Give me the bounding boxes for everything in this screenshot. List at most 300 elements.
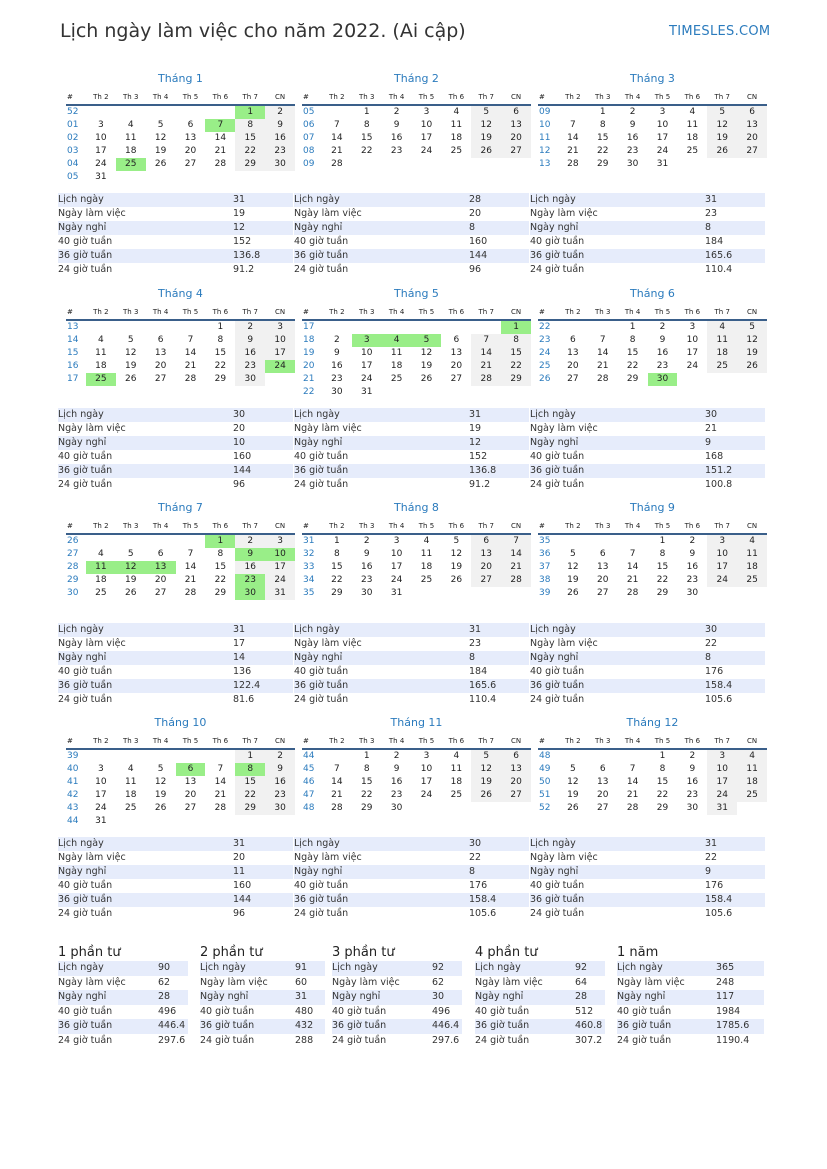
day-cell[interactable]: 7 — [501, 535, 531, 548]
day-cell[interactable]: 20 — [501, 132, 531, 145]
day-cell[interactable]: 9 — [689, 549, 696, 559]
day-cell[interactable]: 8 — [217, 549, 224, 559]
day-cell[interactable]: 22 — [656, 575, 669, 585]
day-cell[interactable]: 5 — [127, 335, 134, 345]
day-cell[interactable]: 18 — [95, 361, 107, 371]
day-cell[interactable]: 21 — [471, 360, 501, 373]
day-cell[interactable]: 7 — [187, 549, 194, 559]
day-cell[interactable]: 13 — [146, 561, 176, 574]
day-cell[interactable]: 7 — [205, 119, 235, 132]
day-cell[interactable]: 4 — [737, 535, 767, 548]
day-cell[interactable]: 4 — [453, 751, 460, 761]
day-cell[interactable]: 1 — [333, 536, 340, 546]
day-cell[interactable]: 23 — [235, 574, 265, 587]
day-cell[interactable]: 12 — [471, 119, 501, 132]
day-cell[interactable]: 23 — [331, 374, 343, 384]
day-cell[interactable]: 13 — [597, 562, 609, 572]
day-cell[interactable]: 29 — [214, 374, 227, 384]
day-cell[interactable]: 11 — [737, 763, 767, 776]
day-cell[interactable]: 6 — [599, 764, 606, 774]
day-cell[interactable]: 19 — [154, 146, 167, 156]
day-cell[interactable]: 28 — [626, 803, 639, 813]
day-cell[interactable]: 26 — [737, 360, 767, 373]
day-cell[interactable]: 14 — [331, 777, 343, 787]
day-cell[interactable]: 17 — [420, 133, 433, 143]
day-cell[interactable]: 15 — [597, 133, 609, 143]
day-cell[interactable]: 19 — [125, 575, 137, 585]
day-cell[interactable]: 12 — [567, 777, 579, 787]
day-cell[interactable]: 2 — [235, 535, 265, 548]
day-cell[interactable]: 4 — [453, 107, 460, 117]
day-cell[interactable]: 17 — [656, 133, 669, 143]
day-cell[interactable]: 28 — [184, 588, 197, 598]
day-cell[interactable]: 25 — [390, 374, 403, 384]
day-cell[interactable]: 13 — [501, 763, 531, 776]
day-cell[interactable]: 26 — [125, 588, 137, 598]
day-cell[interactable]: 29 — [656, 588, 669, 598]
day-cell[interactable]: 22 — [501, 360, 531, 373]
day-cell[interactable]: 11 — [125, 133, 137, 143]
day-cell[interactable]: 24 — [390, 575, 403, 585]
day-cell[interactable]: 1 — [659, 536, 666, 546]
day-cell[interactable]: 1 — [205, 535, 235, 548]
day-cell[interactable]: 23 — [361, 575, 373, 585]
day-cell[interactable]: 10 — [420, 764, 433, 774]
day-cell[interactable]: 6 — [501, 106, 531, 119]
day-cell[interactable]: 3 — [689, 322, 696, 332]
day-cell[interactable]: 9 — [363, 549, 370, 559]
day-cell[interactable]: 25 — [737, 789, 767, 802]
day-cell[interactable]: 30 — [390, 803, 403, 813]
day-cell[interactable]: 28 — [597, 374, 609, 384]
day-cell[interactable]: 14 — [471, 347, 501, 360]
day-cell[interactable]: 27 — [471, 574, 501, 587]
day-cell[interactable]: 31 — [265, 587, 295, 600]
day-cell[interactable]: 24 — [95, 803, 107, 813]
day-cell[interactable]: 20 — [471, 561, 501, 574]
day-cell[interactable]: 19 — [420, 361, 433, 371]
day-cell[interactable]: 22 — [331, 575, 343, 585]
day-cell[interactable]: 28 — [626, 588, 639, 598]
day-cell[interactable]: 29 — [597, 159, 609, 169]
day-cell[interactable]: 15 — [361, 777, 373, 787]
day-cell[interactable]: 8 — [333, 549, 340, 559]
day-cell[interactable]: 31 — [95, 172, 107, 182]
day-cell[interactable]: 7 — [471, 334, 501, 347]
day-cell[interactable]: 30 — [331, 387, 343, 397]
day-cell[interactable]: 10 — [686, 335, 699, 345]
day-cell[interactable]: 30 — [265, 802, 295, 815]
day-cell[interactable]: 4 — [423, 536, 430, 546]
day-cell[interactable]: 15 — [214, 562, 227, 572]
day-cell[interactable]: 1 — [235, 106, 265, 119]
day-cell[interactable]: 18 — [737, 561, 767, 574]
day-cell[interactable]: 30 — [686, 803, 699, 813]
day-cell[interactable]: 13 — [450, 348, 463, 358]
day-cell[interactable]: 5 — [157, 120, 164, 130]
day-cell[interactable]: 31 — [656, 159, 669, 169]
day-cell[interactable]: 27 — [154, 374, 167, 384]
day-cell[interactable]: 14 — [567, 133, 579, 143]
day-cell[interactable]: 26 — [154, 159, 167, 169]
day-cell[interactable]: 8 — [235, 119, 265, 132]
day-cell[interactable]: 19 — [471, 132, 501, 145]
day-cell[interactable]: 18 — [686, 133, 699, 143]
day-cell[interactable]: 27 — [597, 803, 609, 813]
day-cell[interactable]: 23 — [656, 361, 669, 371]
day-cell[interactable]: 24 — [361, 374, 373, 384]
day-cell[interactable]: 29 — [214, 588, 227, 598]
day-cell[interactable]: 13 — [184, 777, 197, 787]
day-cell[interactable]: 3 — [423, 751, 430, 761]
day-cell[interactable]: 14 — [501, 548, 531, 561]
day-cell[interactable]: 17 — [95, 790, 107, 800]
day-cell[interactable]: 15 — [626, 348, 639, 358]
day-cell[interactable]: 28 — [331, 803, 343, 813]
day-cell[interactable]: 21 — [597, 361, 609, 371]
day-cell[interactable]: 2 — [393, 107, 400, 117]
day-cell[interactable]: 8 — [235, 763, 265, 776]
day-cell[interactable]: 18 — [420, 562, 433, 572]
day-cell[interactable]: 4 — [97, 335, 104, 345]
day-cell[interactable]: 28 — [567, 159, 579, 169]
day-cell[interactable]: 12 — [707, 119, 737, 132]
day-cell[interactable]: 23 — [626, 146, 639, 156]
day-cell[interactable]: 10 — [95, 777, 107, 787]
day-cell[interactable]: 2 — [689, 536, 696, 546]
day-cell[interactable]: 23 — [265, 145, 295, 158]
day-cell[interactable]: 7 — [187, 335, 194, 345]
day-cell[interactable]: 6 — [187, 120, 194, 130]
day-cell[interactable]: 11 — [95, 348, 107, 358]
day-cell[interactable]: 24 — [95, 159, 107, 169]
day-cell[interactable]: 20 — [597, 575, 609, 585]
day-cell[interactable]: 13 — [737, 119, 767, 132]
day-cell[interactable]: 5 — [737, 321, 767, 334]
day-cell[interactable]: 13 — [597, 777, 609, 787]
day-cell[interactable]: 25 — [707, 360, 737, 373]
day-cell[interactable]: 21 — [331, 790, 343, 800]
day-cell[interactable]: 11 — [125, 777, 137, 787]
day-cell[interactable]: 12 — [737, 334, 767, 347]
day-cell[interactable]: 5 — [127, 549, 134, 559]
day-cell[interactable]: 16 — [235, 347, 265, 360]
day-cell[interactable]: 22 — [214, 361, 227, 371]
day-cell[interactable]: 22 — [361, 146, 373, 156]
day-cell[interactable]: 22 — [235, 145, 265, 158]
day-cell[interactable]: 25 — [686, 146, 699, 156]
day-cell[interactable]: 8 — [659, 549, 666, 559]
day-cell[interactable]: 8 — [629, 335, 636, 345]
day-cell[interactable]: 7 — [217, 764, 224, 774]
day-cell[interactable]: 1 — [501, 321, 531, 334]
day-cell[interactable]: 11 — [86, 561, 116, 574]
day-cell[interactable]: 9 — [689, 764, 696, 774]
day-cell[interactable]: 12 — [567, 562, 579, 572]
day-cell[interactable]: 7 — [599, 335, 606, 345]
day-cell[interactable]: 25 — [420, 575, 433, 585]
day-cell[interactable]: 15 — [656, 562, 669, 572]
day-cell[interactable]: 13 — [501, 119, 531, 132]
day-cell[interactable]: 23 — [235, 360, 265, 373]
day-cell[interactable]: 3 — [97, 764, 104, 774]
day-cell[interactable]: 25 — [86, 373, 116, 386]
day-cell[interactable]: 20 — [450, 361, 463, 371]
day-cell[interactable]: 21 — [626, 575, 639, 585]
day-cell[interactable]: 18 — [390, 361, 403, 371]
day-cell[interactable]: 10 — [707, 763, 737, 776]
day-cell[interactable]: 26 — [567, 803, 579, 813]
day-cell[interactable]: 21 — [626, 790, 639, 800]
day-cell[interactable]: 1 — [363, 107, 370, 117]
day-cell[interactable]: 13 — [471, 548, 501, 561]
day-cell[interactable]: 28 — [331, 159, 343, 169]
day-cell[interactable]: 10 — [420, 120, 433, 130]
day-cell[interactable]: 6 — [157, 335, 164, 345]
day-cell[interactable]: 12 — [450, 549, 463, 559]
day-cell[interactable]: 3 — [352, 334, 382, 347]
day-cell[interactable]: 22 — [597, 146, 609, 156]
day-cell[interactable]: 17 — [707, 561, 737, 574]
day-cell[interactable]: 16 — [265, 776, 295, 789]
day-cell[interactable]: 10 — [656, 120, 669, 130]
day-cell[interactable]: 24 — [265, 360, 295, 373]
day-cell[interactable]: 21 — [214, 146, 227, 156]
day-cell[interactable]: 24 — [707, 789, 737, 802]
day-cell[interactable]: 20 — [154, 361, 167, 371]
day-cell[interactable]: 22 — [214, 575, 227, 585]
day-cell[interactable]: 11 — [686, 120, 699, 130]
day-cell[interactable]: 21 — [184, 575, 197, 585]
day-cell[interactable]: 14 — [331, 133, 343, 143]
day-cell[interactable]: 30 — [686, 588, 699, 598]
day-cell[interactable]: 15 — [501, 347, 531, 360]
day-cell[interactable]: 30 — [265, 158, 295, 171]
day-cell[interactable]: 25 — [737, 574, 767, 587]
day-cell[interactable]: 31 — [707, 802, 737, 815]
day-cell[interactable]: 1 — [217, 322, 224, 332]
day-cell[interactable]: 18 — [707, 347, 737, 360]
day-cell[interactable]: 29 — [626, 374, 639, 384]
day-cell[interactable]: 30 — [235, 587, 265, 600]
day-cell[interactable]: 6 — [599, 549, 606, 559]
day-cell[interactable]: 11 — [450, 764, 463, 774]
day-cell[interactable]: 3 — [423, 107, 430, 117]
day-cell[interactable]: 3 — [707, 750, 737, 763]
day-cell[interactable]: 28 — [214, 159, 227, 169]
day-cell[interactable]: 16 — [235, 561, 265, 574]
day-cell[interactable]: 29 — [361, 803, 373, 813]
day-cell[interactable]: 4 — [707, 321, 737, 334]
day-cell[interactable]: 8 — [363, 764, 370, 774]
day-cell[interactable]: 29 — [235, 802, 265, 815]
day-cell[interactable]: 14 — [626, 777, 639, 787]
day-cell[interactable]: 22 — [656, 790, 669, 800]
day-cell[interactable]: 12 — [154, 133, 167, 143]
day-cell[interactable]: 21 — [567, 146, 579, 156]
day-cell[interactable]: 9 — [265, 119, 295, 132]
day-cell[interactable]: 17 — [707, 776, 737, 789]
day-cell[interactable]: 3 — [97, 120, 104, 130]
day-cell[interactable]: 16 — [390, 777, 403, 787]
day-cell[interactable]: 27 — [501, 789, 531, 802]
day-cell[interactable]: 27 — [737, 145, 767, 158]
day-cell[interactable]: 29 — [235, 158, 265, 171]
day-cell[interactable]: 7 — [629, 764, 636, 774]
day-cell[interactable]: 4 — [689, 107, 696, 117]
day-cell[interactable]: 5 — [569, 764, 576, 774]
day-cell[interactable]: 22 — [361, 790, 373, 800]
day-cell[interactable]: 20 — [184, 790, 197, 800]
day-cell[interactable]: 26 — [154, 803, 167, 813]
day-cell[interactable]: 1 — [363, 751, 370, 761]
day-cell[interactable]: 15 — [235, 776, 265, 789]
day-cell[interactable]: 22 — [235, 789, 265, 802]
day-cell[interactable]: 6 — [501, 750, 531, 763]
day-cell[interactable]: 5 — [471, 750, 501, 763]
day-cell[interactable]: 4 — [127, 120, 134, 130]
day-cell[interactable]: 7 — [333, 764, 340, 774]
day-cell[interactable]: 14 — [214, 777, 227, 787]
day-cell[interactable]: 2 — [659, 322, 666, 332]
day-cell[interactable]: 12 — [116, 561, 146, 574]
day-cell[interactable]: 2 — [333, 335, 340, 345]
day-cell[interactable]: 16 — [331, 361, 343, 371]
day-cell[interactable]: 29 — [331, 588, 343, 598]
day-cell[interactable]: 27 — [597, 588, 609, 598]
day-cell[interactable]: 26 — [471, 789, 501, 802]
day-cell[interactable]: 12 — [125, 348, 137, 358]
day-cell[interactable]: 11 — [390, 348, 403, 358]
day-cell[interactable]: 16 — [656, 348, 669, 358]
day-cell[interactable]: 11 — [420, 549, 433, 559]
day-cell[interactable]: 5 — [471, 106, 501, 119]
day-cell[interactable]: 12 — [154, 777, 167, 787]
day-cell[interactable]: 13 — [154, 348, 167, 358]
day-cell[interactable]: 26 — [471, 145, 501, 158]
day-cell[interactable]: 8 — [659, 764, 666, 774]
day-cell[interactable]: 10 — [390, 549, 403, 559]
day-cell[interactable]: 26 — [420, 374, 433, 384]
day-cell[interactable]: 12 — [420, 348, 433, 358]
day-cell[interactable]: 17 — [361, 361, 373, 371]
day-cell[interactable]: 18 — [737, 776, 767, 789]
day-cell[interactable]: 7 — [629, 549, 636, 559]
day-cell[interactable]: 27 — [154, 588, 167, 598]
day-cell[interactable]: 20 — [597, 790, 609, 800]
day-cell[interactable]: 14 — [184, 348, 197, 358]
day-cell[interactable]: 31 — [95, 816, 107, 826]
day-cell[interactable]: 4 — [97, 549, 104, 559]
day-cell[interactable]: 30 — [361, 588, 373, 598]
day-cell[interactable]: 26 — [707, 145, 737, 158]
day-cell[interactable]: 16 — [686, 777, 699, 787]
brand-link[interactable]: TIMESLES.COM — [669, 24, 771, 39]
day-cell[interactable]: 6 — [453, 335, 460, 345]
day-cell[interactable]: 21 — [501, 561, 531, 574]
day-cell[interactable]: 4 — [127, 764, 134, 774]
day-cell[interactable]: 23 — [265, 789, 295, 802]
day-cell[interactable]: 26 — [567, 588, 579, 598]
day-cell[interactable]: 2 — [363, 536, 370, 546]
day-cell[interactable]: 31 — [361, 387, 373, 397]
day-cell[interactable]: 21 — [184, 361, 197, 371]
day-cell[interactable]: 14 — [597, 348, 609, 358]
day-cell[interactable]: 1 — [599, 107, 606, 117]
day-cell[interactable]: 5 — [707, 106, 737, 119]
day-cell[interactable]: 20 — [501, 776, 531, 789]
day-cell[interactable]: 15 — [331, 562, 343, 572]
day-cell[interactable]: 15 — [235, 132, 265, 145]
day-cell[interactable]: 10 — [265, 334, 295, 347]
day-cell[interactable]: 25 — [95, 588, 107, 598]
day-cell[interactable]: 9 — [393, 120, 400, 130]
day-cell[interactable]: 27 — [184, 803, 197, 813]
day-cell[interactable]: 4 — [737, 750, 767, 763]
day-cell[interactable]: 15 — [656, 777, 669, 787]
day-cell[interactable]: 1 — [235, 750, 265, 763]
day-cell[interactable]: 2 — [235, 321, 265, 334]
day-cell[interactable]: 6 — [737, 106, 767, 119]
day-cell[interactable]: 28 — [214, 803, 227, 813]
day-cell[interactable]: 9 — [235, 548, 265, 561]
day-cell[interactable]: 8 — [363, 120, 370, 130]
day-cell[interactable]: 3 — [393, 536, 400, 546]
day-cell[interactable]: 11 — [707, 334, 737, 347]
day-cell[interactable]: 23 — [686, 575, 699, 585]
day-cell[interactable]: 26 — [450, 575, 463, 585]
day-cell[interactable]: 10 — [95, 133, 107, 143]
day-cell[interactable]: 16 — [361, 562, 373, 572]
day-cell[interactable]: 15 — [361, 133, 373, 143]
day-cell[interactable]: 6 — [157, 549, 164, 559]
day-cell[interactable]: 1 — [659, 751, 666, 761]
day-cell[interactable]: 25 — [450, 790, 463, 800]
day-cell[interactable]: 11 — [450, 120, 463, 130]
day-cell[interactable]: 17 — [265, 347, 295, 360]
day-cell[interactable]: 24 — [420, 146, 433, 156]
day-cell[interactable]: 16 — [265, 132, 295, 145]
day-cell[interactable]: 3 — [265, 321, 295, 334]
day-cell[interactable]: 24 — [686, 361, 699, 371]
day-cell[interactable]: 8 — [599, 120, 606, 130]
day-cell[interactable]: 20 — [567, 361, 579, 371]
day-cell[interactable]: 23 — [686, 790, 699, 800]
day-cell[interactable]: 18 — [450, 133, 463, 143]
day-cell[interactable]: 24 — [265, 574, 295, 587]
day-cell[interactable]: 20 — [184, 146, 197, 156]
day-cell[interactable]: 9 — [265, 763, 295, 776]
day-cell[interactable]: 20 — [737, 132, 767, 145]
day-cell[interactable]: 24 — [420, 790, 433, 800]
day-cell[interactable]: 27 — [567, 374, 579, 384]
day-cell[interactable]: 23 — [390, 146, 403, 156]
day-cell[interactable]: 27 — [184, 159, 197, 169]
day-cell[interactable]: 15 — [214, 348, 227, 358]
day-cell[interactable]: 17 — [390, 562, 403, 572]
day-cell[interactable]: 19 — [471, 776, 501, 789]
day-cell[interactable]: 22 — [626, 361, 639, 371]
day-cell[interactable]: 2 — [629, 107, 636, 117]
day-cell[interactable]: 28 — [471, 373, 501, 386]
day-cell[interactable]: 4 — [382, 334, 412, 347]
day-cell[interactable]: 19 — [737, 347, 767, 360]
day-cell[interactable]: 24 — [707, 574, 737, 587]
day-cell[interactable]: 7 — [569, 120, 576, 130]
day-cell[interactable]: 10 — [707, 548, 737, 561]
day-cell[interactable]: 16 — [390, 133, 403, 143]
day-cell[interactable]: 2 — [265, 106, 295, 119]
